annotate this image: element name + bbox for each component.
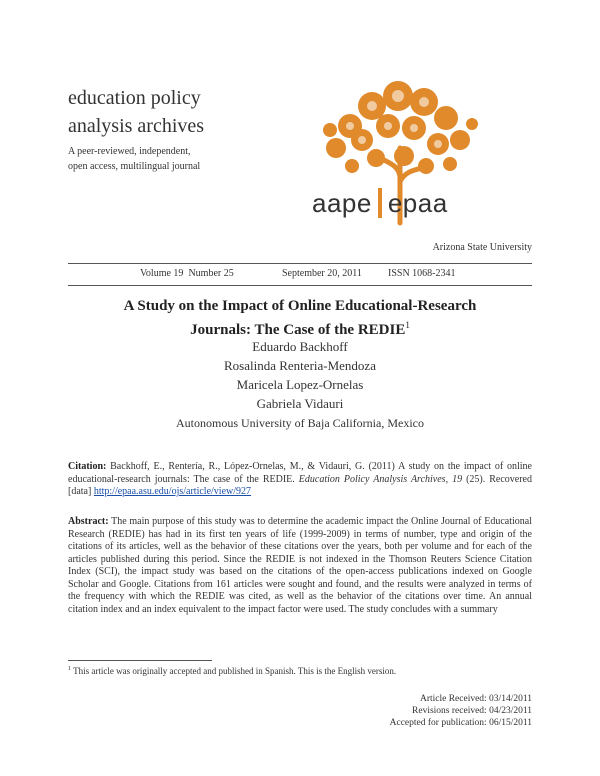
date-revisions: Revisions received: 04/23/2011	[412, 706, 532, 716]
citation-journal: Education Policy Analysis Archives, 19	[298, 473, 463, 485]
article-dates	[390, 693, 532, 729]
citation-label: Citation:	[68, 461, 107, 472]
logo-divider	[378, 188, 382, 218]
article-title-line1: A Study on the Impact of Online Educational-Research	[123, 298, 477, 314]
issue-issn: ISSN 1068-2341	[388, 268, 456, 279]
journal-subtitle	[68, 144, 200, 174]
citation-text: Backhoff, E., Rentería, R., López-Ornelas, M., & Vidauri, G. (2011) A study on the impact of online educational-research journals: The case of the REDIE.	[68, 461, 532, 485]
journal-title	[68, 84, 204, 140]
logo-wordmark	[312, 188, 448, 219]
header-rule-top	[68, 263, 532, 264]
footnote	[68, 666, 396, 676]
author-name: Eduardo Backhoff	[252, 339, 348, 354]
author-name: Gabriela Vidauri	[256, 396, 344, 411]
author-name: Rosalinda Renteria-Mendoza	[224, 358, 376, 373]
citation-text-after: (25). Recovered [data]	[68, 473, 532, 497]
university-name: Arizona State University	[432, 242, 532, 253]
author-affiliation: Autonomous University of Baja California, Mexico	[176, 416, 424, 430]
logo-left-text: aape	[312, 188, 372, 218]
logo-right-text: epaa	[387, 188, 448, 218]
date-received: Article Received: 03/14/2011	[419, 694, 532, 704]
date-accepted: Accepted for publication: 06/15/2011	[389, 718, 532, 728]
journal-title-line1: education policy	[68, 87, 201, 109]
article-title-line2: Journals: The Case of the REDIE	[190, 322, 406, 338]
title-footnote-marker[interactable]: 1	[405, 320, 410, 330]
author-name: Maricela Lopez-Ornelas	[236, 377, 364, 392]
footnote-rule	[68, 660, 212, 661]
issue-info	[140, 268, 456, 279]
citation-block	[68, 461, 532, 499]
abstract-block	[68, 516, 532, 616]
citation-link[interactable]: http://epaa.asu.edu/ojs/article/view/927	[93, 486, 252, 497]
journal-title-line2: analysis archives	[68, 115, 205, 137]
issue-volume: Volume 19	[140, 268, 184, 279]
author-list	[68, 337, 532, 413]
issue-number: Number 25	[188, 268, 234, 279]
abstract-label: Abstract:	[68, 516, 109, 527]
footnote-marker: 1	[68, 666, 71, 672]
journal-subtitle-line1: A peer-reviewed, independent,	[68, 146, 191, 157]
article-title	[68, 297, 532, 340]
issue-date: September 20, 2011	[282, 268, 362, 279]
header-rule-bottom	[68, 285, 532, 286]
abstract-text: The main purpose of this study was to determine the academic impact the Online Journal of Educational Research (REDIE) has had in its first ten years of life (1999-2009) in terms of number, type and origin of the citations of its articles, well as the behavior of these citations over the years, both per volume and for each of the articles published during this period. Since the REDIE is not indexed in the Thomson Reuters Science Citation Index (SCI), the impact study was based on the citations of the open-access publications indexed on Google Scholar and Google. Citations from 161 articles were sought and found, and the results were analyzed in terms of the frequency with which the REDIE was cited, as well as the behavior of the citations over time. An annual citation index and an index equivalent to the impact factor were used. The study concludes with a summary	[68, 516, 532, 615]
footnote-text: This article was originally accepted and published in Spanish. This is the English version.	[71, 666, 397, 676]
journal-subtitle-line2: open access, multilingual journal	[68, 161, 201, 172]
